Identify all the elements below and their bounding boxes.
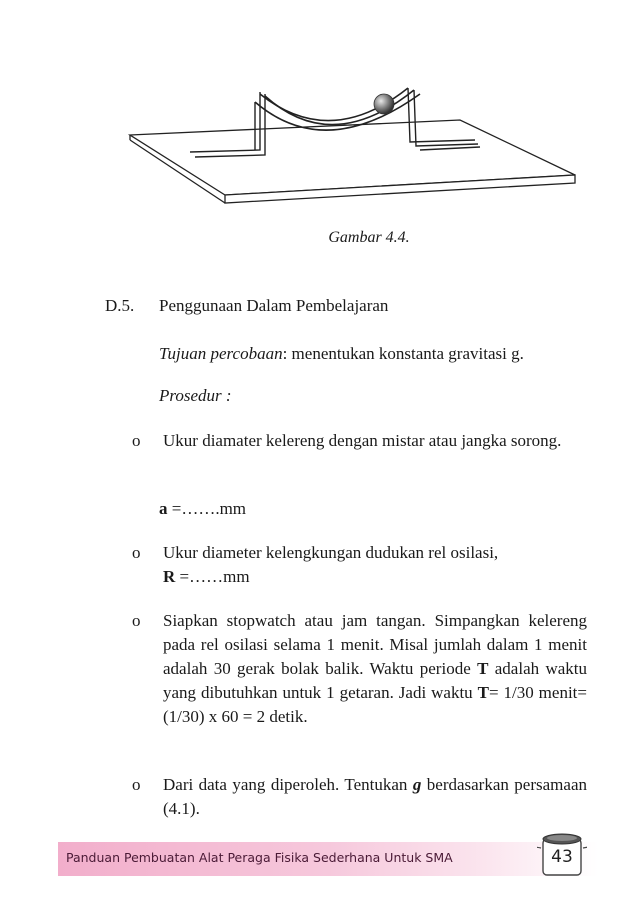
bullet-marker: o [132, 775, 141, 794]
bullet-marker: o [132, 543, 141, 562]
objective-line [159, 342, 524, 366]
objective-text: : menentukan konstanta gravitasi g. [282, 344, 524, 363]
step-2-line: Ukur diameter kelengkungan dudukan rel osilasi, [163, 543, 499, 562]
step-2-text [163, 541, 587, 589]
var-a: a [159, 499, 168, 518]
procedure-label: Prosedur : [159, 386, 232, 405]
step-3-text [163, 609, 587, 729]
step-3-part1: Siapkan stopwatch atau jam tangan. Simpangkan kelereng pada rel osilasi selama 1 menit. Misal jumlah dalam 1 menit adalah 30 gerak bolak balik. Waktu periode [163, 611, 587, 678]
var-t: T [477, 683, 489, 702]
var-r-value: =……mm [175, 567, 250, 586]
var-t: T [477, 659, 489, 678]
var-g: g [412, 775, 422, 794]
step-1-value [159, 497, 246, 521]
step-4-text [163, 773, 587, 821]
step-3-part3: = 1/30 menit= (1/30) x 60 = 2 detik. [163, 683, 587, 726]
step-1-text: Ukur diamater kelereng dengan mistar atau jangka sorong. [163, 431, 562, 450]
var-a-value: =…….mm [167, 499, 247, 518]
step-3-part2: adalah waktu yang dibutuhkan untuk 1 getaran. Jadi waktu [163, 659, 587, 702]
objective-label: Tujuan percobaan [159, 344, 283, 363]
footer-title: Panduan Pembuatan Alat Peraga Fisika Sederhana Untuk SMA [66, 850, 453, 865]
page-number: 43 [551, 847, 573, 867]
var-r: R [163, 567, 176, 586]
section-number: D.5. [105, 296, 135, 315]
figure-caption: Gambar 4.4. [328, 229, 410, 246]
marble [374, 94, 394, 114]
bullet-marker: o [132, 611, 141, 630]
step-4-part2: berdasarkan persamaan (4.1). [163, 775, 587, 818]
bullet-marker: o [132, 431, 141, 450]
step-4-part1: Dari data yang diperoleh. Tentukan [163, 775, 413, 794]
oscillation-rail-figure [120, 80, 580, 210]
section-title: Penggunaan Dalam Pembelajaran [159, 296, 389, 315]
